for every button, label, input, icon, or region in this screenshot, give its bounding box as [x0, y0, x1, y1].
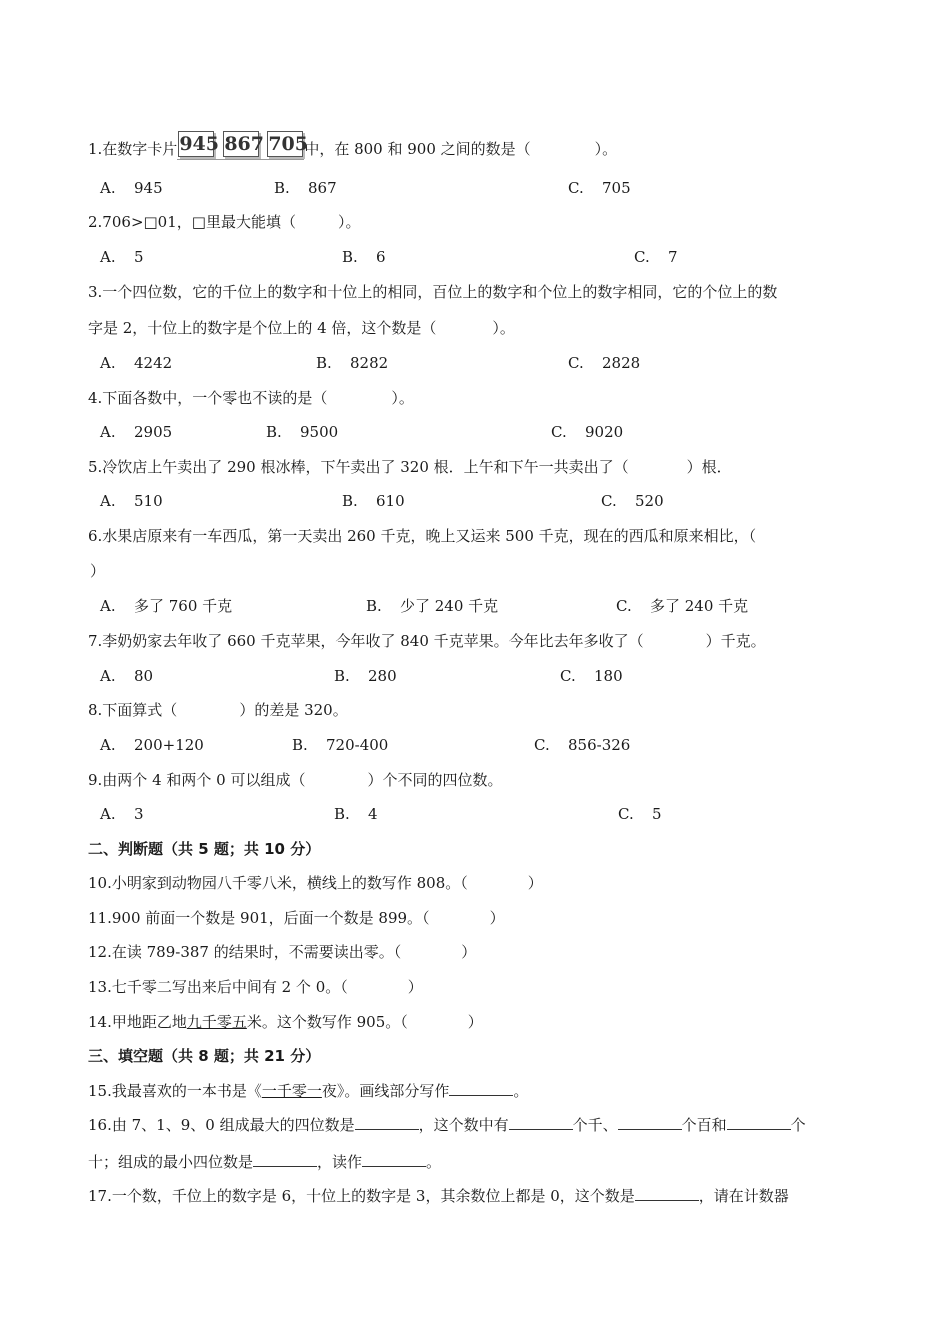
option-c[interactable]: C. 705: [568, 179, 631, 197]
question-16-line-1: 16.由 7、1、9、0 组成最大的四位数是 ，这个数中有 个千、 个百和 个: [88, 1116, 806, 1134]
question-15: 15.我最喜欢的一本书是《一千零一夜》。画线部分写作 。: [88, 1082, 529, 1100]
option-c[interactable]: C. 9020: [551, 423, 624, 441]
answer-blank[interactable]: [509, 1115, 573, 1130]
number-card: 867: [224, 133, 264, 155]
number-card: 945: [179, 133, 219, 155]
option-b[interactable]: B. 6: [342, 248, 386, 266]
option-c[interactable]: C. 5: [618, 805, 662, 823]
answer-blank[interactable]: [355, 1115, 419, 1130]
option-a[interactable]: A. 2905: [100, 423, 173, 441]
question-6-line-1: 6.水果店原来有一车西瓜，第一天卖出 260 千克，晚上又运来 500 千克，现在的西瓜和原来相比，（: [88, 527, 757, 545]
question-3-line-1: 3.一个四位数，它的千位上的数字和十位上的相同，百位上的数字和个位上的数字相同，它的个位上的数: [88, 283, 778, 301]
question-17: 17.一个数，千位上的数字是 6，十位上的数字是 3，其余数位上都是 0，这个数是 ，请在计数器: [88, 1187, 789, 1205]
option-b[interactable]: B. 4: [334, 805, 378, 823]
option-c[interactable]: C. 856-326: [534, 736, 631, 754]
answer-blank[interactable]: [362, 1152, 426, 1167]
question-16-line-2: 十；组成的最小四位数是 ，读作 。: [88, 1153, 442, 1171]
question-10: 10.小明家到动物园八千零八米，横线上的数写作 808。（ ）: [88, 874, 543, 892]
answer-blank[interactable]: [727, 1115, 791, 1130]
option-a[interactable]: A. 510: [100, 492, 163, 510]
option-b[interactable]: B. 610: [342, 492, 405, 510]
option-b[interactable]: B. 8282: [316, 354, 389, 372]
option-b[interactable]: B. 9500: [266, 423, 339, 441]
question-1-end: ）。: [594, 140, 618, 158]
question-3-line-2: 字是 2，十位上的数字是个位上的 4 倍，这个数是（ ）。: [88, 319, 515, 337]
question-1-stem: 中，在 800 和 900 之间的数是（: [304, 140, 531, 158]
option-a[interactable]: A. 多了 760 千克: [100, 597, 233, 615]
question-9: 9.由两个 4 和两个 0 可以组成（ ）个不同的四位数。: [88, 771, 503, 789]
option-c[interactable]: C. 7: [634, 248, 678, 266]
question-2: 2.706>□01，□里最大能填（ ）。: [88, 213, 361, 231]
answer-blank[interactable]: [253, 1152, 317, 1167]
question-1-prefix: 1.在数字卡片: [88, 140, 178, 158]
option-c[interactable]: C. 2828: [568, 354, 641, 372]
option-b[interactable]: B. 720-400: [292, 736, 389, 754]
option-a[interactable]: A. 4242: [100, 354, 173, 372]
option-c[interactable]: C. 520: [601, 492, 664, 510]
option-a[interactable]: A. 945: [100, 179, 163, 197]
option-a[interactable]: A. 5: [100, 248, 144, 266]
question-13: 13.七千零二写出来后中间有 2 个 0。（ ）: [88, 978, 423, 996]
question-7: 7.李奶奶家去年收了 660 千克苹果，今年收了 840 千克苹果。今年比去年多收了（ ）千克。: [88, 632, 766, 650]
number-cards: [177, 131, 308, 160]
question-8: 8.下面算式（ ）的差是 320。: [88, 701, 348, 719]
number-card: 705: [268, 133, 308, 155]
question-14: 14.甲地距乙地九千零五米。这个数写作 905。（ ）: [88, 1013, 483, 1031]
section-2-heading: 二、判断题（共 5 题；共 10 分）: [88, 840, 321, 858]
option-b[interactable]: B. 867: [274, 179, 337, 197]
question-4: 4.下面各数中，一个零也不读的是（ ）。: [88, 389, 414, 407]
question-12: 12.在读 789-387 的结果时，不需要读出零。（ ）: [88, 943, 477, 961]
option-a[interactable]: A. 80: [100, 667, 154, 685]
option-c[interactable]: C. 180: [560, 667, 623, 685]
option-b[interactable]: B. 280: [334, 667, 397, 685]
option-c[interactable]: C. 多了 240 千克: [616, 597, 749, 615]
answer-blank[interactable]: [449, 1081, 513, 1096]
option-b[interactable]: B. 少了 240 千克: [366, 597, 499, 615]
answer-blank[interactable]: [618, 1115, 682, 1130]
option-a[interactable]: A. 3: [100, 805, 144, 823]
option-a[interactable]: A. 200+120: [100, 736, 204, 754]
question-6-line-2: ）: [90, 562, 106, 580]
question-11: 11.900 前面一个数是 901，后面一个数是 899。（ ）: [88, 909, 505, 927]
question-5: 5.冷饮店上午卖出了 290 根冰棒，下午卖出了 320 根．上午和下午一共卖出了（ ）根．: [88, 458, 732, 476]
section-3-heading: 三、填空题（共 8 题；共 21 分）: [88, 1047, 321, 1065]
question-1: [88, 131, 617, 160]
answer-blank[interactable]: [635, 1186, 699, 1201]
